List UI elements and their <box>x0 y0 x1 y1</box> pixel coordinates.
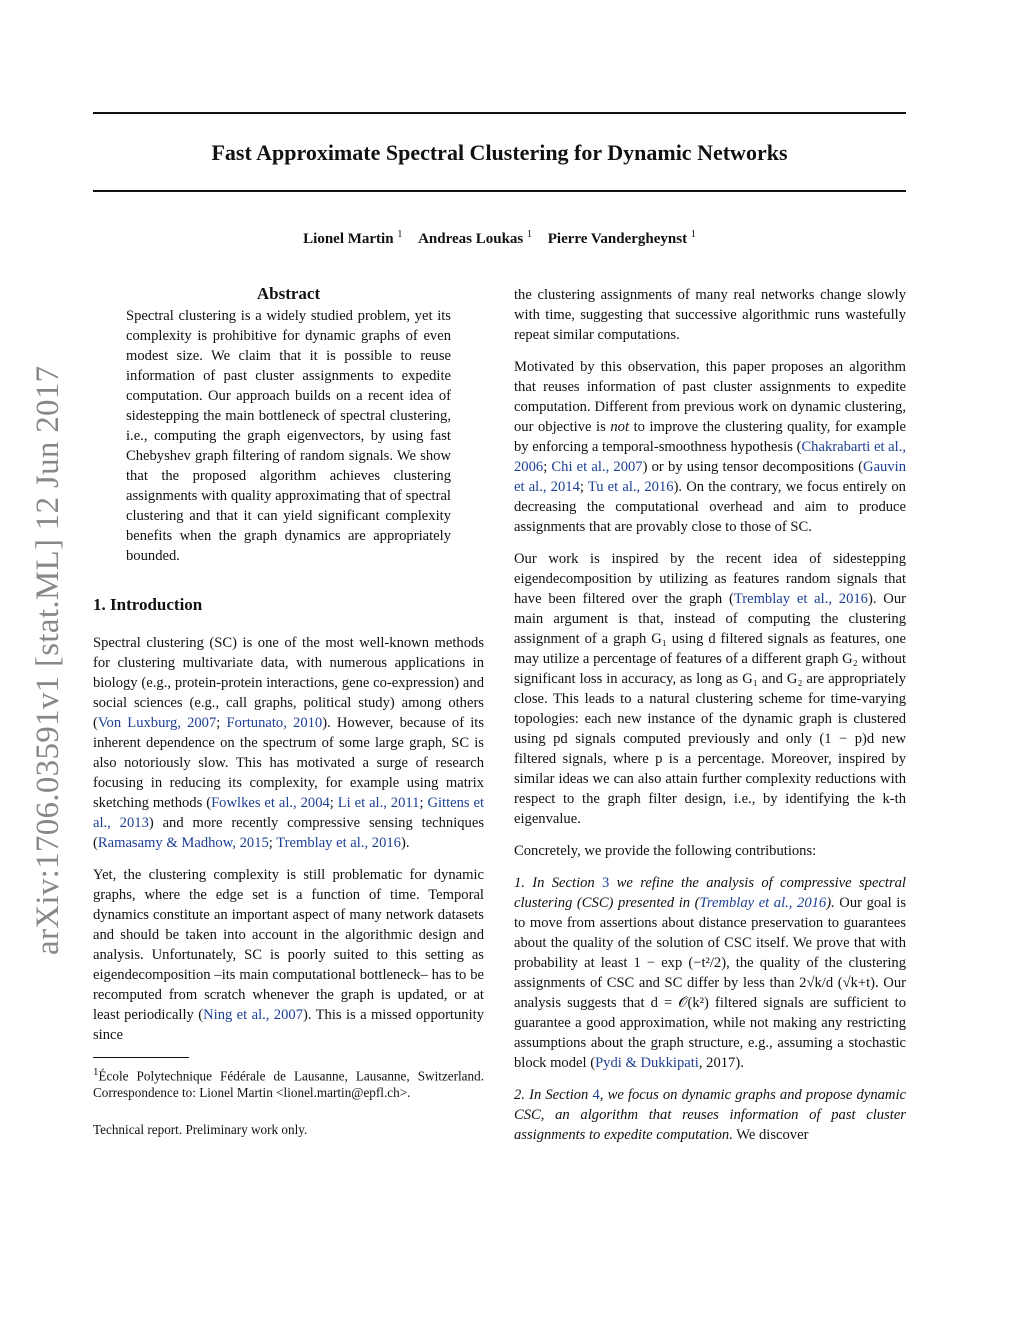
citation-link[interactable]: Von Luxburg, 2007 <box>97 715 217 731</box>
intro-paragraph-2: Yet, the clustering complexity is still problematic for dynamic graphs, where the edge set is a function of time. Temporal dynamics constitute an important aspect of many network datasets and should be taken into account in the algorithmic design and analysis. Unfortunately, SC is poorly suited to this setting as eigendecomposition –its main computational bottleneck– has to be recomputed from scratch whenever the graph is updated, or at least periodically (Ning et al., 2007). This is a missed opportunity since <box>93 867 484 1043</box>
citation-link[interactable]: Gauvin et al., 2014 <box>514 459 906 495</box>
citation-link[interactable]: Chakrabarti et al., 2006 <box>514 439 907 475</box>
abstract-text: Spectral clustering is a widely studied problem, yet its complexity is prohibitive for dynamic graphs of even modest size. We claim that it is possible to reuse information of past cluster assignments to expedite computation. Our approach builds on a recent idea of sidestepping the main bottleneck of spectral clustering, i.e., computing the graph eigenvectors, by using fast Chebyshev graph filtering of random signals. We show that the proposed algorithm achieves clustering assignments with quality approximating that of spectral clustering and that it can yield significant complexity benefits when the graph dynamics are appropriately bounded. <box>126 308 451 564</box>
author: Lionel Martin $^1$ <box>303 229 403 247</box>
citation-link[interactable]: Li et al., 2011 <box>337 795 420 811</box>
top-rule <box>93 112 906 114</box>
paper-title: Fast Approximate Spectral Clustering for Dynamic Networks <box>211 140 788 165</box>
paragraph: the clustering assignments of many real networks change slowly with time, suggesting that successive algorithmic runs wastefully repeat similar computations. <box>514 287 906 343</box>
author-list <box>93 229 906 248</box>
arxiv-stamp: arXiv:1706.03591v1 [stat.ML] 12 Jun 2017 <box>30 365 66 955</box>
paragraph: Motivated by this observation, this paper proposes an algorithm that reuses information of past cluster assignments to expedite computation. Different from previous work on dynamic clustering, our objective is not to improve the clustering quality, for example by enforcing a temporal-smoothness hypothesis (Chakrabarti et al., 2006; Chi et al., 2007) or by using tensor decompositions (Gauvin et al., 2014; Tu et al., 2016). On the contrary, we focus entirely on decreasing the computational overhead and aim to produce assignments that are provably close to those of SC. <box>514 359 907 535</box>
section-link[interactable]: 3 <box>602 875 610 891</box>
citation-link[interactable]: Tu et al., 2016 <box>587 479 674 495</box>
report-note: Technical report. Preliminary work only. <box>93 1122 308 1138</box>
citation-link[interactable]: Tremblay et al., 2016 <box>699 895 827 911</box>
citation-link[interactable]: Tremblay et al., 2016 <box>733 591 868 607</box>
citation-link[interactable]: Fowlkes et al., 2004 <box>211 795 330 811</box>
paragraph: Concretely, we provide the following contributions: <box>514 843 817 859</box>
right-column <box>514 285 906 1157</box>
citation-link[interactable]: Ramasamy & Madhow, 2015 <box>97 835 269 851</box>
citation-link[interactable]: Pydi & Dukkipati <box>595 1055 699 1071</box>
intro-paragraph-1: Spectral clustering (SC) is one of the most well-known methods for clustering multivariate data, with numerous applications in biology (e.g., protein-protein interactions, gene co-expression) and social sciences (e.g., call graphs, political study) among others (Von Luxburg, 2007; Fortunato, 2010). However, because of its inherent dependence on the spectrum of some large graph, SC is also notoriously slow. This has motivated a surge of research focusing in reducing its complexity, for example using matrix sketching methods (Fowlkes et al., 2004; Li et al., 2011; Gittens et al., 2013) and more recently compressive sensing techniques (Ramasamy & Madhow, 2015; Tremblay et al., 2016). <box>93 635 485 851</box>
citation-link[interactable]: Ning et al., 2007 <box>203 1007 303 1023</box>
contribution-item-2: 2. In Section 4, we focus on dynamic graphs and propose dynamic CSC, an algorithm that reuses information of past cluster assignments to expedite computation. We discover <box>514 1087 906 1143</box>
author: Andreas Loukas $^1$ <box>418 229 533 247</box>
abstract-heading: Abstract <box>256 284 321 303</box>
author: Pierre Vandergheynst $^1$ <box>547 229 696 247</box>
left-column <box>93 282 484 1158</box>
contribution-item-1: 1. In Section 3 we refine the analysis of compressive spectral clustering (CSC) presented in (Tremblay et al., 2016). Our goal is to move from assertions about distance preservation to guarantees about the quality of the solution of CSC itself. We prove that with probability at least 1 − exp (−t²/2), the quality of the clustering assignments of CSC and SC differ by less than 2√k/d (√k+t). Our analysis suggests that d = 𝒪(k²) filtered signals are sufficient to guarantee a good approximation, while not making any restricting assumptions about the graph structure, e.g., assuming a stochastic block model (Pydi & Dukkipati, 2017). <box>514 875 906 1071</box>
citation-link[interactable]: Gittens et al., 2013 <box>93 795 485 831</box>
footnote-rule <box>93 1057 189 1058</box>
citation-link[interactable]: Fortunato, 2010 <box>226 715 323 731</box>
section-link[interactable]: 4 <box>592 1087 600 1103</box>
title-bottom-rule <box>93 190 906 192</box>
paragraph: Our work is inspired by the recent idea of sidestepping eigendecomposition by utilizing as features random signals that have been filtered over the graph (Tremblay et al., 2016). Our main argument is that, instead of computing the clustering assignment of a graph G₁ using d filtered signals as features, one may utilize a percentage of features of a different graph G₂ without significant loss in accuracy, as long as G₁ and G₂ are appropriately close. This leads to a natural clustering scheme for time-varying topologies: each new instance of the dynamic graph is clustered using pd signals computed previously and only (1 − p)d new filtered signals, where p is a percentage. Moreover, inspired by similar ideas we can also attain further complexity reductions with respect to the graph filter design, i.e., by identifying the k-th eigenvalue. <box>514 551 906 827</box>
footnote: $^1$École Polytechnique Fédérale de Lausanne, Lausanne, Switzerland. Correspondence to: Lionel Martin <lionel.martin@epfl.ch>. <box>93 1066 484 1101</box>
citation-link[interactable]: Tremblay et al., 2016 <box>276 835 401 851</box>
section-heading: 1. Introduction <box>93 595 203 614</box>
citation-link[interactable]: Chi et al., 2007 <box>551 459 643 475</box>
